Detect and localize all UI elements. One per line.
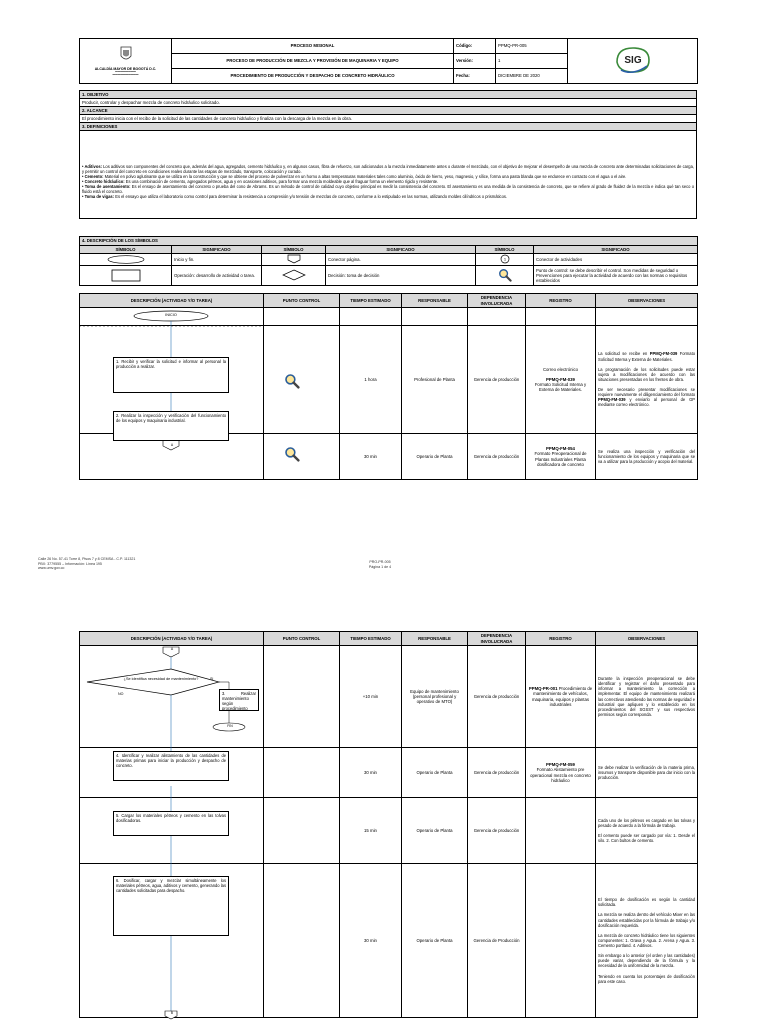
process-symbol [80, 266, 172, 286]
dependency-value: Gerencia de producción [468, 434, 526, 480]
col-header-observations: OBSERVACIONES [596, 294, 698, 308]
symbols-header: SÍMBOLO [262, 246, 326, 254]
magnifier-icon [284, 373, 300, 389]
col-header-dependency: DEPENDENCIA INVOLUCRADA [468, 294, 526, 308]
control-point-cell [264, 434, 340, 480]
register-value: PPMQ-FM-059 Formato Alistamiento pre operacional mezcla en concreto hidráulico [526, 748, 596, 798]
definition-item: • Concreto hidráulico: Es una combinación de cemento, agregados pétreos, agua y en ocasiones aditivos, para formar una mezcla moldeable que al fraguar forma un elemento rígido y resistente. [82, 178, 439, 184]
decision-no-label: NO [118, 692, 124, 696]
activity-box-6: 6. Dosificar, cargar y mezclar simultáneamente los materiales pétreos, agua, aditivos y cemento, generando las cantidades solicitadas para despacho. [113, 876, 229, 936]
magnifier-icon [284, 446, 300, 462]
observations-value: Se realiza una inspección y verificación del funcionamiento de los equipos y maquinaria que se va a utilizar para la producción y acopio del material. [596, 434, 698, 480]
col-header-activity: DESCRIPCIÓN (ACTIVIDAD Y/O TAREA) [80, 294, 264, 308]
decision-yes-label: SI [210, 677, 214, 681]
responsible-value: Equipo de mantenimiento (personal profesional y operativo de MTO) [402, 646, 468, 748]
decision-question: ¿Se identifica necesidad de mantenimiento? [123, 677, 199, 681]
symbols-header: SÍMBOLO [476, 246, 534, 254]
activity-box-4: 4. Identificar y realizar alistamiento de las cantidades de materias primas para iniciar la producción y despacho de concreto. [113, 751, 229, 781]
register-value: PPMQ-PR-001 Procedimiento de mantenimiento de vehículos, maquinaria, equipos y plantas industriales [526, 646, 596, 748]
responsible-value: Operario de Planta [402, 434, 468, 480]
register-value: Correo electrónico PPMQ-FM-039 Formato Solicitud Interna y Externa de Materiales. [526, 326, 596, 434]
process-shape-icon [111, 269, 141, 282]
col-header-register: REGISTRO [526, 632, 596, 646]
col-header-activity: DESCRIPCIÓN (ACTIVIDAD Y/O TAREA) [80, 632, 264, 646]
code-value: PPMQ-PR-005 [496, 39, 568, 54]
date-value: DICIEMBRE DE 2020 [496, 69, 568, 84]
terminator-symbol [80, 254, 172, 266]
sig-logo-text: SIG [623, 55, 642, 67]
symbols-header: SIGNIFICADO [172, 246, 262, 254]
symbol-meaning: Operación: desarrollo de actividad o tarea. [172, 266, 262, 286]
symbol-meaning: Punto de control: se debe describir el control. Son medidas de seguridad o Prevenciones para ejecutar la actividad de acuerdo con las normas o requisitos establecidos [534, 266, 698, 286]
control-point-symbol [476, 266, 534, 286]
process-title: PROCESO MISIONAL [172, 39, 454, 54]
entity-name: ALCALDÍA MAYOR DE BOGOTÁ D.C. [94, 66, 157, 71]
responsible-value: Operario de Planta [402, 864, 468, 1018]
activity-box-5: 5. Cargar los materiales pétreos y cemento en las tolvas dosificadoras. [113, 811, 229, 836]
symbol-meaning: Inicio y fin. [172, 254, 262, 266]
version-label: Versión: [454, 54, 496, 69]
activity-box-1: 1. Recibir y verificar la solicitud e informar al personal la producción a realizar. [113, 357, 229, 393]
dependency-value: Gerencia de Producción [468, 864, 526, 1018]
responsible-value: Operario de Planta [402, 748, 468, 798]
time-value: 30 min [340, 864, 402, 1018]
definitions-title: 3. DEFINICIONES [80, 123, 697, 131]
definition-item: • Toma de vigas: Es el ensayo que utiliza el laboratorio como control para determinar la resistencia a compresión y/o tensión de mezclas de concreto, conforme a lo estipulado en las normas, utilizando moldes cilíndricos o prismáticos. [82, 194, 508, 200]
col-header-dependency: DEPENDENCIA INVOLUCRADA [468, 632, 526, 646]
col-header-control: PUNTO CONTROL [264, 294, 340, 308]
symbols-table [79, 236, 698, 286]
symbols-header: SIGNIFICADO [534, 246, 698, 254]
footer-page-number: Página 1 de 4 [368, 564, 392, 569]
document-header [79, 38, 698, 84]
responsible-value: Operario de Planta [402, 798, 468, 864]
objective-title: 1. OBJETIVO [80, 91, 697, 99]
terminator-shape-icon [106, 255, 146, 264]
connector-b-label: B [170, 1011, 174, 1015]
time-value: +10 min [340, 646, 402, 748]
date-label: Fecha: [454, 69, 496, 84]
code-label: Código: [454, 39, 496, 54]
time-value: 15 min [340, 798, 402, 864]
coat-of-arms-icon [111, 45, 141, 65]
sections-table [79, 90, 697, 219]
procedure-name: PROCEDIMIENTO DE PRODUCCIÓN Y DESPACHO DE CONCRETO HIDRÁULICO [172, 69, 454, 84]
activity-connector-symbol [476, 254, 534, 266]
definitions-list [82, 164, 694, 200]
responsible-value: Profesional de Planta [402, 326, 468, 434]
symbols-header: SÍMBOLO [80, 246, 172, 254]
register-value: PPMQ-FM-054 Formato Preoperacional de Plantas Industriales Planta dosificadora de concreto [526, 434, 596, 480]
dependency-value: Gerencia de producción [468, 748, 526, 798]
page-connector-icon [287, 254, 301, 264]
footer-address: Calle 26 No. 57-41 Torre 8, Pisos 7 y 8 CEMSA - C.P. 111321 [38, 557, 136, 561]
sig-logo-icon [613, 44, 653, 76]
footer-page-info [350, 560, 410, 569]
col-header-responsible: RESPONSABLE [402, 632, 468, 646]
start-label: INICIO [165, 313, 177, 317]
symbol-meaning: Conector de actividades [534, 254, 698, 266]
symbol-meaning: Conector página. [326, 254, 476, 266]
observations-value: El tiempo de dosificación es según la cantidad solicitada. La mezcla se realiza dentro del vehículo Mixer en las cantidades establecidas por la fórmula de trabajo y/o dosificación requerida. La mezcla de concreto hidráulico tiene los siguientes componentes: 1. Grava y Agua. 2. Arena y Agua. 3. Cemento portland. 4. Aditivos. Sin embargo a lo anterior (el orden y las cantidades) puede variar, dependiendo de la fórmula y la necesidad de la uniformidad de la mezcla. Teniendo en cuenta los porcentajes de dosificación para este caso. [596, 864, 698, 1018]
time-value: 30 min [340, 434, 402, 480]
entity-subtext: ▬▬▬▬▬▬▬▬ ▬▬▬▬▬▬▬▬▬▬ [112, 69, 139, 76]
decision-shape-icon [282, 269, 306, 281]
observations-value: Cada uno de los pétreos es cargado en las tolvas y pesado de acuerdo a la fórmula de trabajo. El cemento puede ser cargado por vía: 1. Desde el silo. 2. Con bultos de cemento. [596, 798, 698, 864]
activity-connector-icon [499, 254, 511, 264]
connector-a-label: A [170, 647, 174, 651]
definition-item: • Cemento: Material en polvo aglutinante que se utiliza en la construcción y que se obtiene del proceso de pulverizar en un horno a altas temperaturas materiales tales como aluminio, óxido de hierro, yeso, magnesio, y sílice, forma una pasta blanda que se endurece en contacto con el agua o el aire. [82, 173, 627, 179]
col-header-control: PUNTO CONTROL [264, 632, 340, 646]
end-label: FIN [227, 724, 233, 728]
page-connector-symbol [262, 254, 326, 266]
col-header-register: REGISTRO [526, 294, 596, 308]
symbol-meaning: Decisión: toma de decisión [326, 266, 476, 286]
definitions-cell [80, 131, 697, 219]
col-header-responsible: RESPONSABLE [402, 294, 468, 308]
scope-text: El procedimiento inicia con el recibo de la solicitud de las cantidades de concreto hidráulico y finaliza con la descarga de la mezcla en la obra. [80, 115, 697, 123]
definition-item: • Toma de asentamiento: Es el ensayo de asentamiento del concreto o prueba del cono de Abrams. Es un método de control de calidad cuyo objetivo principal es medir la consistencia del concreto. El asentamiento es una medida de la consistencia de concreto, que se refiere al grado de fluidez de la mezcla e indica qué tan seco o fluido está el concreto. [82, 184, 695, 195]
control-point-cell [264, 326, 340, 434]
scope-title: 2. ALCANCE [80, 107, 697, 115]
dependency-value: Gerencia de producción [468, 646, 526, 748]
time-value: 30 min [340, 748, 402, 798]
connector-a-label: A [170, 443, 174, 447]
activity-box-3: 3. Realizar mantenimiento según procedimiento [219, 689, 259, 711]
footer-phone: PBX: 3779555 – Información: Línea 195 [38, 561, 102, 566]
footer-code: PRO-PR-005 [369, 560, 391, 564]
entity-logo-cell [80, 39, 172, 84]
col-header-time: TIEMPO ESTIMADO [340, 294, 402, 308]
version-value: 1 [496, 54, 568, 69]
decision-diamond [87, 669, 219, 695]
dependency-value: Gerencia de producción [468, 326, 526, 434]
symbols-title: 4. DESCRIPCIÓN DE LOS SÍMBOLOS [80, 237, 698, 246]
definition-item: • Aditivos: Los aditivos son componentes del concreto que, además del agua, agregados, cemento hidráulico y, en algunos casos, fibra de refuerzo, son adicionados a la mezcla inmediatamente antes o durante el mezclado, con el objetivo de mejorar el desempeño de una mezcla de concreto ante determinadas solicitaciones de carga, y permitir un control del concreto en condiciones reales durante las etapas de mezclado, transporte, colocación y curado. [82, 163, 694, 174]
observations-value: Durante la inspección preoperacional se debe identificar y registrar el daño presentado para informar a mantenimiento la corrección a implementar. El equipo de mantenimiento realizará las correctivos atendiendo las normas de seguridad e industrial que apliquen y lo establecido en los procedimientos del SGSST y sus respectivos permisos según corresponda. [596, 646, 698, 748]
magnifier-icon [498, 268, 512, 282]
footer-contact [38, 557, 258, 571]
time-value: 1 hora [340, 326, 402, 434]
observations-value: La solicitud se recibe en PPMQ-FM-039 Formato Solicitud Interna y Externa de Materiales. La programación de los solicitudes puede estar sujeta a modificaciones de acuerdo con las situaciones presentadas en los frentes de obra. De ser necesario presentar modificaciones se requiere nuevamente el diligenciamiento del formato PPMQ-FM-039 y enviarlo al personal de GP mediante correo electrónico. [596, 326, 698, 434]
objective-text: Producir, controlar y despachar mezcla de concreto hidráulico solicitado. [80, 99, 697, 107]
dependency-value: Gerencia de producción [468, 798, 526, 864]
activity-box-2: 2. Realizar la inspección y verificación del funcionamiento de los equipos y maquinaria industrial. [113, 411, 229, 441]
observations-value: Se debe realizar la verificación de la materia prima, insumos y transporte disponible para dar inicio con la producción. [596, 748, 698, 798]
svg-text:1: 1 [503, 256, 506, 262]
decision-symbol [262, 266, 326, 286]
col-header-time: TIEMPO ESTIMADO [340, 632, 402, 646]
sig-logo-cell [568, 39, 698, 84]
col-header-observations: OBSERVACIONES [596, 632, 698, 646]
process-name: PROCESO DE PRODUCCIÓN DE MEZCLA Y PROVISIÓN DE MAQUINARIA Y EQUIPO [172, 54, 454, 69]
footer-web: www.umv.gov.co [38, 566, 65, 571]
symbols-header: SIGNIFICADO [326, 246, 476, 254]
